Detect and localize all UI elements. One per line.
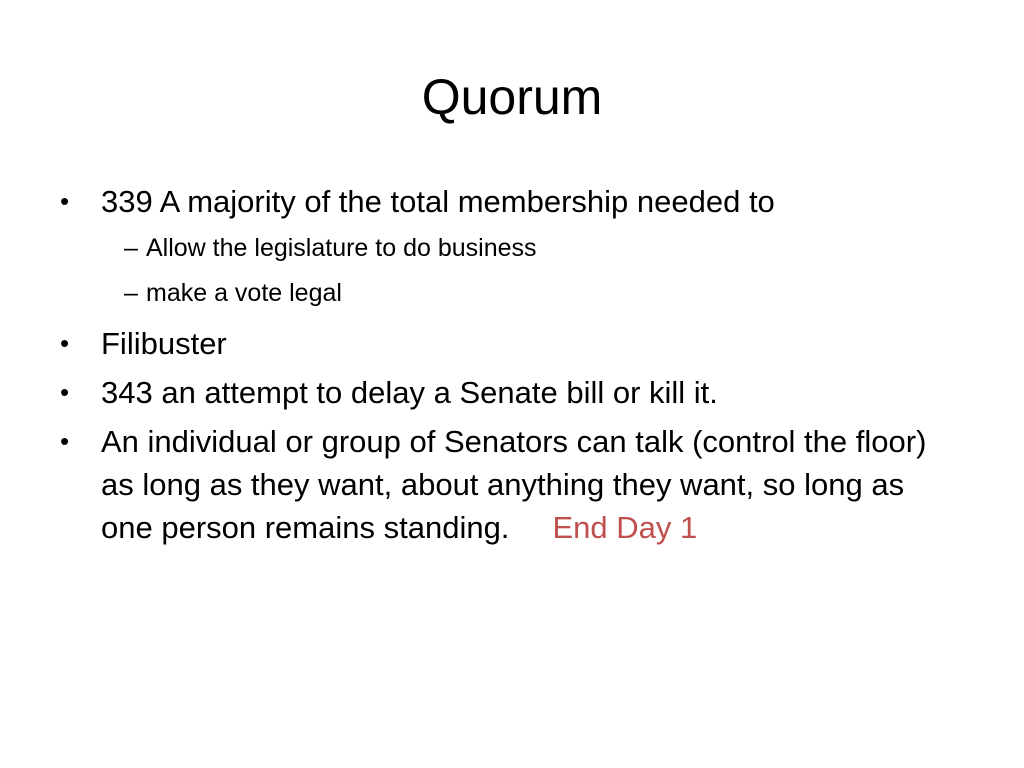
bullet-text: 339 A majority of the total membership needed to — [101, 184, 775, 219]
bullet-icon: • — [60, 426, 70, 456]
dash-icon: – — [124, 234, 138, 262]
slide-title: Quorum — [421, 69, 603, 125]
end-day-note: End Day 1 — [552, 510, 698, 545]
bullet-text: Filibuster — [101, 326, 227, 361]
bullet-item-filibuster-definition — [60, 371, 960, 414]
bullet-icon: • — [60, 328, 70, 358]
bullet-icon: • — [60, 186, 70, 216]
sub-item-vote-legal — [60, 271, 960, 316]
sub-item-do-business — [60, 226, 960, 271]
sub-item-text: Allow the legislature to do business — [146, 234, 537, 262]
slide-body — [60, 180, 960, 555]
bullet-item-senators-talk — [60, 420, 960, 549]
bullet-item-filibuster — [60, 322, 960, 365]
bullet-text: 343 an attempt to delay a Senate bill or kill it. — [101, 375, 718, 410]
bullet-icon: • — [60, 377, 70, 407]
bullet-item-quorum-definition — [60, 180, 960, 223]
bullet-text: An individual or group of Senators can talk (control the floor) as long as they want, about anything they want, so long as one person remains standing. — [101, 424, 927, 545]
dash-icon: – — [124, 279, 138, 307]
sub-item-text: make a vote legal — [146, 279, 342, 307]
